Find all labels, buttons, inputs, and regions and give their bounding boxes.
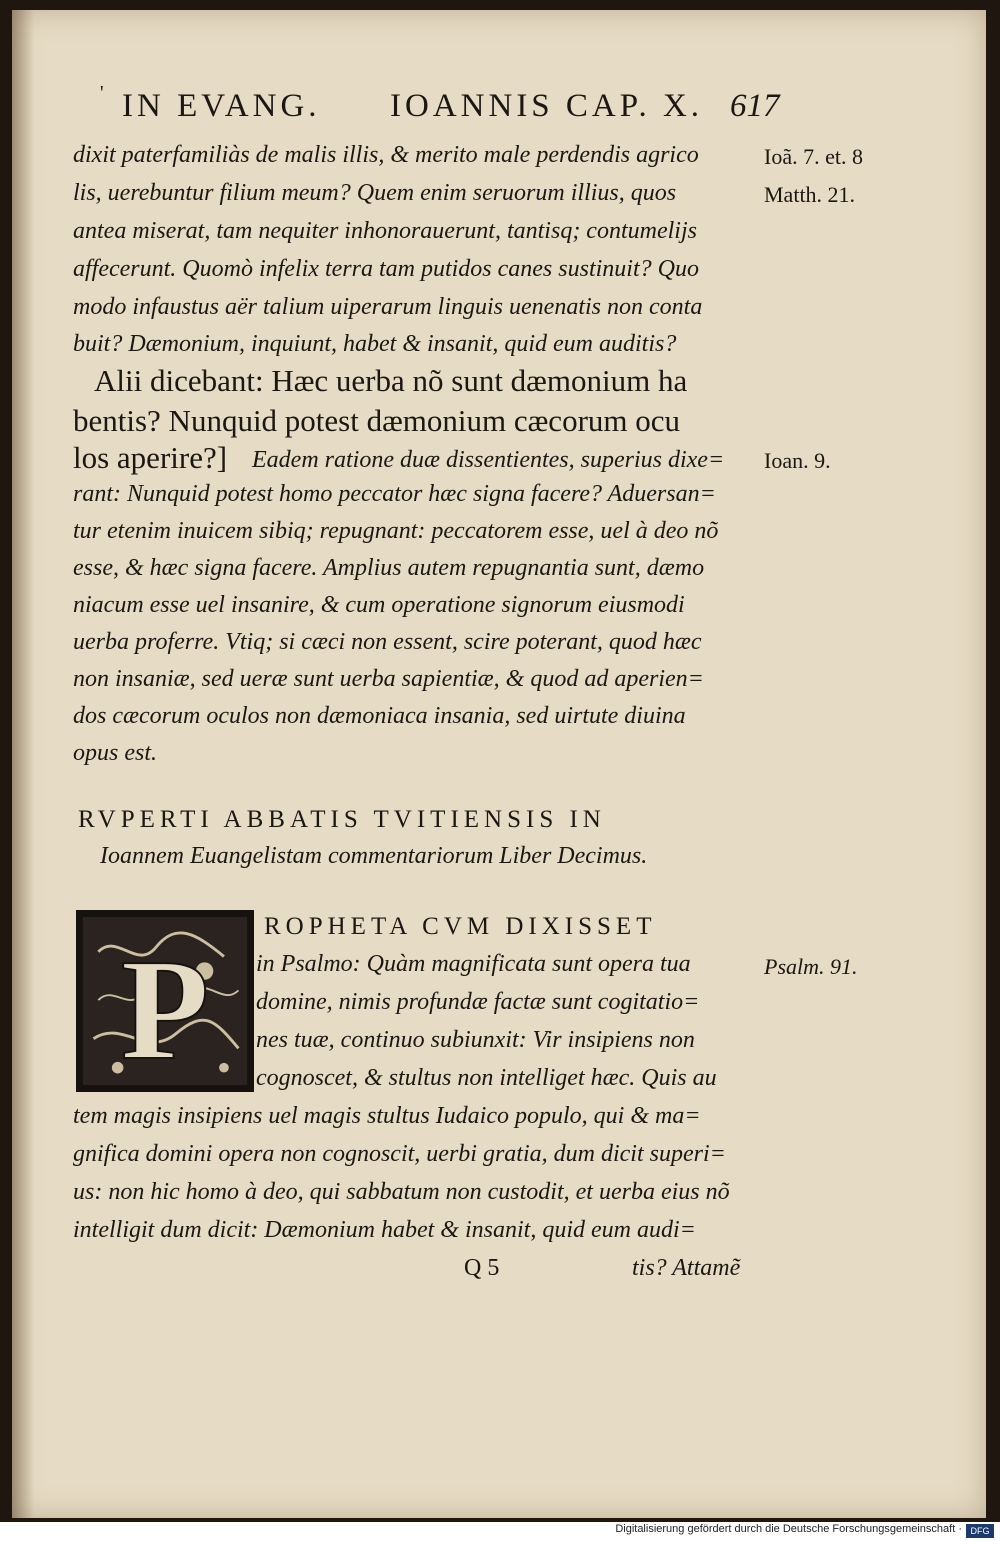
body-line: modo infaustus aër talium uiperarum linguis uenenatis non conta	[73, 294, 703, 320]
margin-note: Psalm. 91.	[764, 954, 858, 979]
decorated-initial	[76, 910, 254, 1092]
chapter-line: in Psalmo: Quàm magnificata sunt opera tua	[256, 951, 691, 977]
page-number: 617	[730, 88, 780, 124]
body-line: affecerunt. Quomò infelix terra tam putidos canes sustinuit? Quo	[73, 256, 699, 282]
chapter-line: cognoscet, & stultus non intelliget hæc. Quis au	[256, 1065, 717, 1091]
page-spine-shadow	[12, 10, 34, 1518]
credit-text: Digitalisierung gefördert durch die Deutsche Forschungsgemeinschaft ·	[615, 1523, 962, 1535]
body-line: antea miserat, tam nequiter inhonorauerunt, tantisq; contumelijs	[73, 218, 697, 244]
chapter-line: intelligit dum dicit: Dæmonium habet & insanit, quid eum audi=	[73, 1217, 696, 1243]
initial-letter: P	[120, 930, 210, 1089]
chapter-line: domine, nimis profundæ factæ sunt cogitatio=	[256, 989, 700, 1015]
body-line: dixit paterfamiliàs de malis illis, & merito male perdendis agrico	[73, 142, 699, 168]
verse-line: los aperire?]	[73, 440, 228, 475]
running-header	[100, 82, 800, 128]
digitization-credit	[0, 1522, 1000, 1541]
body-line: non insaniæ, sed ueræ sunt uerba sapientiæ, & quod ad aperien=	[73, 666, 704, 692]
signature-mark: Q 5	[464, 1255, 500, 1281]
body-line: opus est.	[73, 740, 157, 766]
margin-note: Ioã. 7. et. 8	[764, 144, 863, 169]
initial-ornament-icon	[79, 913, 251, 1089]
verse-line: Alii dicebant: Hæc uerba nõ sunt dæmonium ha	[94, 363, 688, 398]
section-subtitle: Ioannem Euangelistam commentariorum Liber Decimus.	[100, 843, 648, 869]
header-center: IOANNIS CAP. X.	[390, 88, 704, 124]
chapter-line: us: non hic homo à deo, qui sabbatum non custodit, et uerba eius nõ	[73, 1179, 730, 1205]
body-line: Eadem ratione duæ dissentientes, superius dixe=	[252, 447, 725, 473]
section-title: RVPERTI ABBATIS TVITIENSIS IN	[78, 806, 606, 833]
chapter-line: ROPHETA CVM DIXISSET	[264, 913, 657, 940]
body-line: dos cæcorum oculos non dæmoniaca insania, sed uirtute diuina	[73, 703, 686, 729]
body-line: esse, & hæc signa facere. Amplius autem repugnantia sunt, dæmo	[73, 555, 705, 581]
body-line: buit? Dæmonium, inquiunt, habet & insanit, quid eum auditis?	[73, 331, 677, 357]
body-line: rant: Nunquid potest homo peccator hæc signa facere? Aduersan=	[73, 481, 716, 507]
header-tick: '	[100, 82, 108, 104]
verse-line: bentis? Nunquid potest dæmonium cæcorum ocu	[73, 403, 681, 438]
body-line: uerba proferre. Vtiq; si cæci non essent, scire poterant, quod hæc	[73, 629, 702, 655]
body-line: tur etenim inuicem sibiq; repugnant: peccatorem esse, uel à deo nõ	[73, 518, 719, 544]
margin-note: Matth. 21.	[764, 182, 856, 207]
body-line: lis, uerebuntur filium meum? Quem enim seruorum illius, quos	[73, 180, 677, 206]
header-left: IN EVANG.	[122, 88, 321, 124]
dfg-logo: DFG	[966, 1524, 994, 1538]
margin-note: Ioan. 9.	[764, 448, 831, 473]
body-line: niacum esse uel insanire, & cum operatione signorum eiusmodi	[73, 592, 685, 618]
catchword: tis? Attamẽ	[632, 1255, 741, 1281]
chapter-line: gnifica domini opera non cognoscit, uerbi gratia, dum dicit superi=	[73, 1141, 726, 1167]
book-page	[12, 10, 986, 1518]
chapter-line: nes tuæ, continuo subiunxit: Vir insipiens non	[256, 1027, 695, 1053]
chapter-line: tem magis insipiens uel magis stultus Iudaico populo, qui & ma=	[73, 1103, 701, 1129]
